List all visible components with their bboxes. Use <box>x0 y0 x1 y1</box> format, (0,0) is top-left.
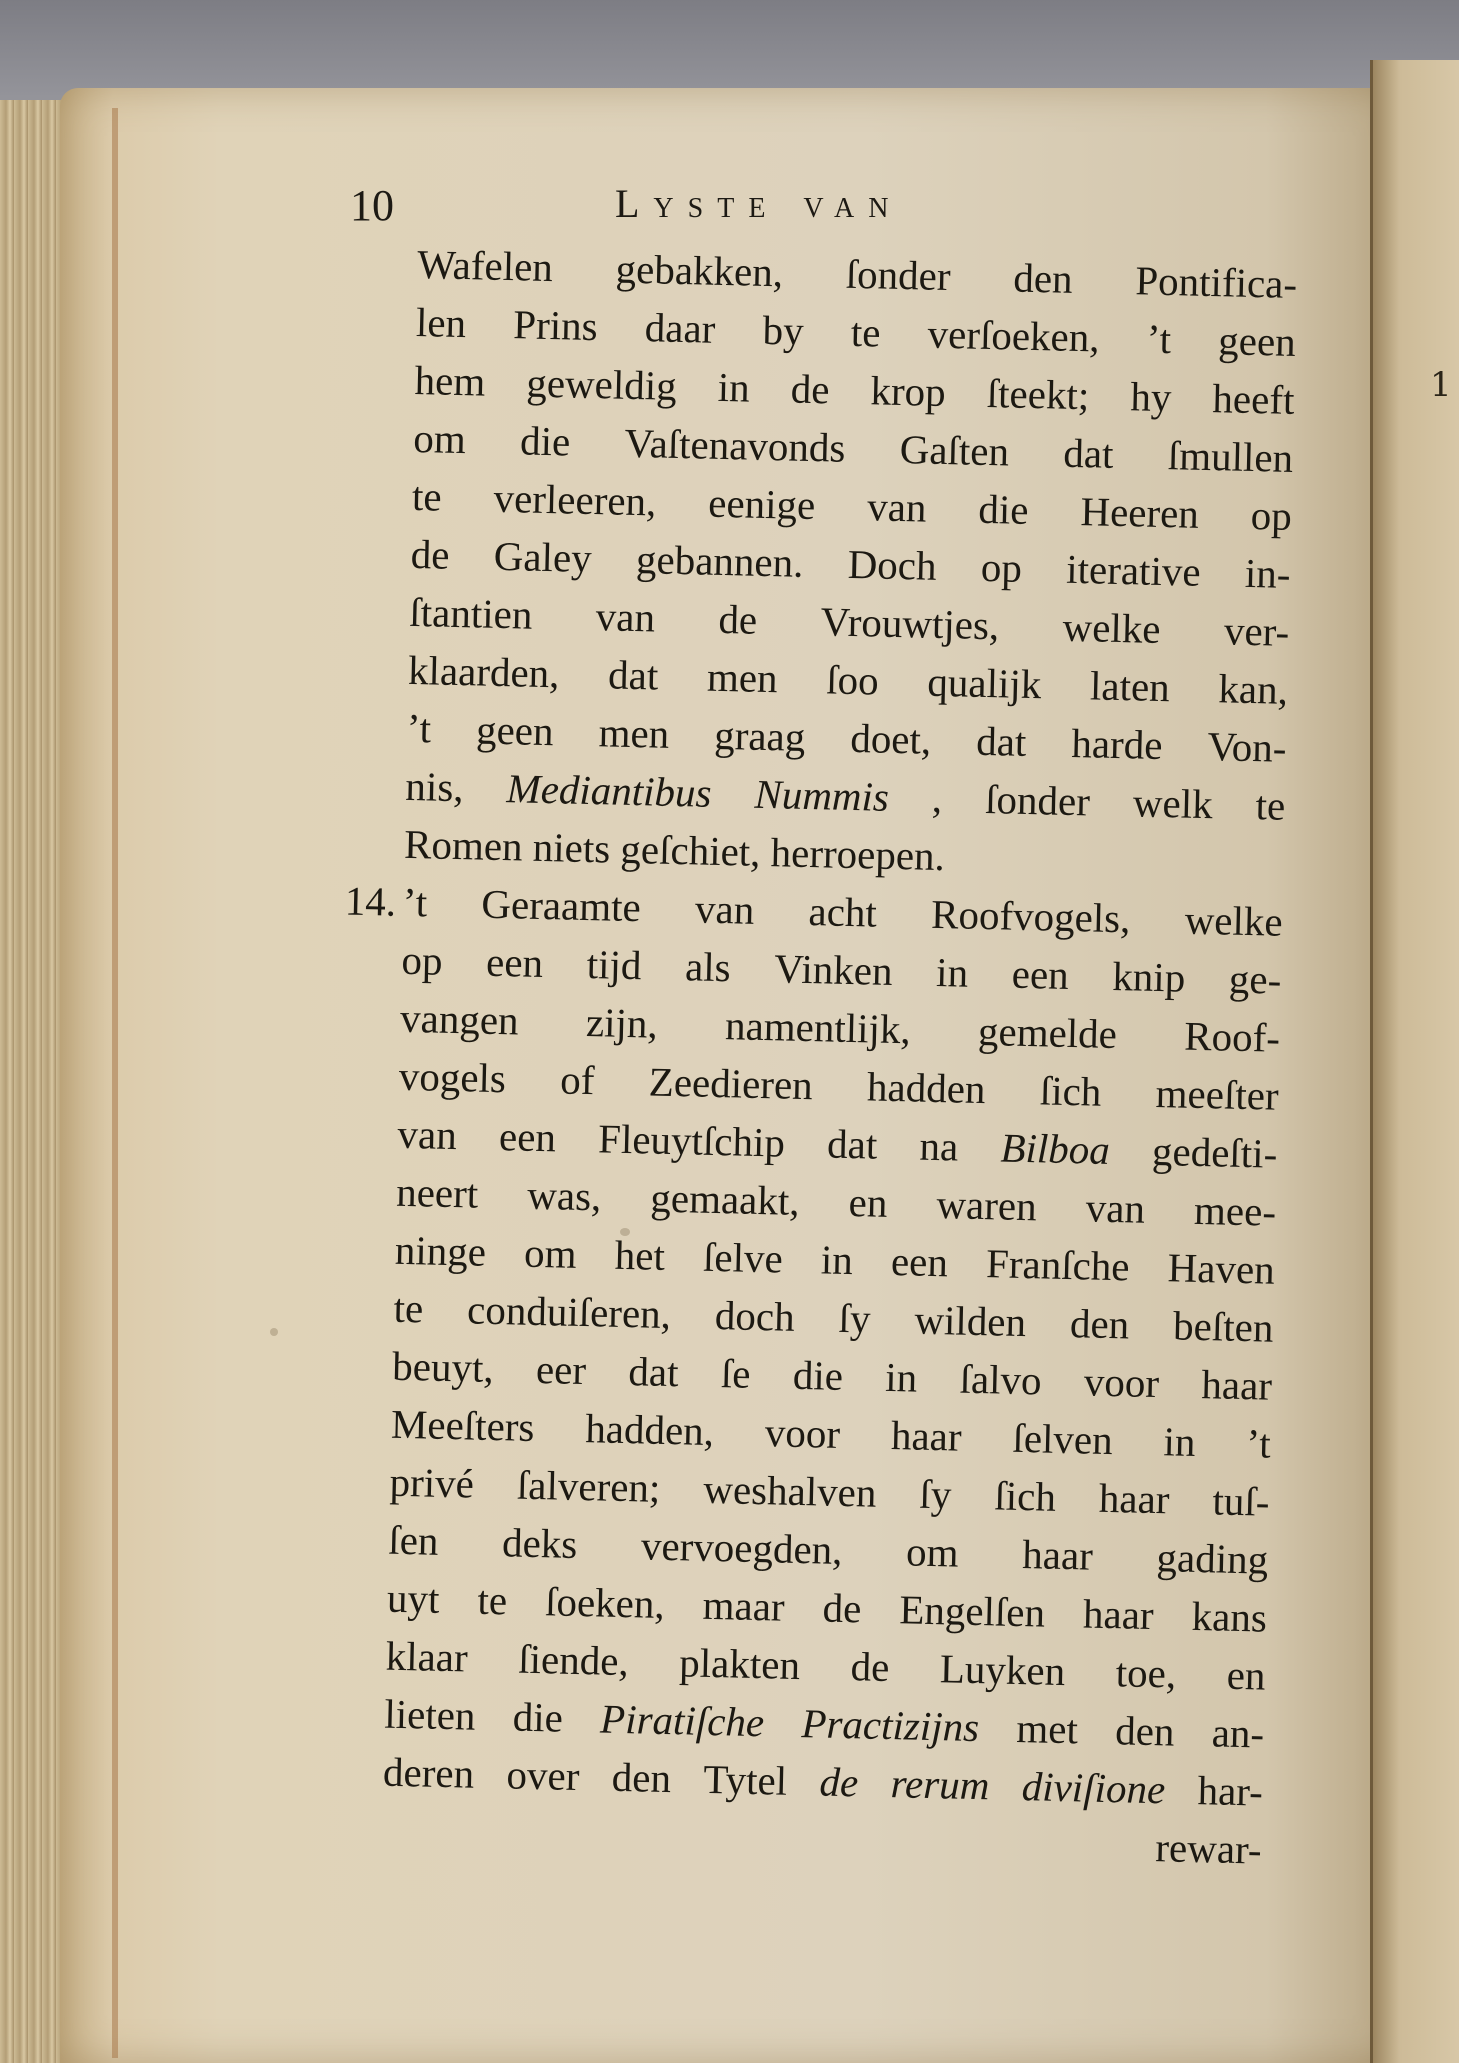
word: , <box>931 774 943 822</box>
text-span: Romen niets geſchiet, herroepen. <box>403 820 946 880</box>
italic-word: Nummis <box>754 770 890 820</box>
word: Zeedieren <box>648 1058 814 1109</box>
word: deren <box>382 1748 475 1797</box>
word: Vinken <box>773 945 894 994</box>
word: was, <box>526 1171 602 1220</box>
word: gebannen. <box>635 536 804 586</box>
gutter-stain <box>112 108 118 2058</box>
word: Von- <box>1207 723 1288 771</box>
word: dat <box>1062 429 1115 477</box>
word: doch <box>714 1292 796 1340</box>
word: eer <box>535 1345 587 1394</box>
word: ſelven <box>1011 1414 1114 1464</box>
word: na <box>919 1122 959 1170</box>
word: de <box>822 1584 862 1632</box>
word: ſonder <box>984 776 1091 825</box>
word: laten <box>1089 662 1171 711</box>
word: een <box>890 1238 949 1286</box>
word: van <box>1085 1184 1146 1232</box>
word: die <box>792 1351 844 1399</box>
word: den <box>1069 1300 1130 1348</box>
word: ſy <box>918 1470 952 1518</box>
word: Engelſen <box>898 1586 1046 1636</box>
word: Franſche <box>985 1240 1131 1290</box>
word: daar <box>644 304 716 352</box>
word: ’t <box>402 878 428 926</box>
word: hy <box>1129 373 1172 421</box>
word: Pontifica- <box>1134 257 1298 307</box>
word: ſmullen <box>1167 432 1294 481</box>
word: dat <box>975 717 1027 765</box>
word: iterative <box>1065 545 1202 595</box>
word: Tytel <box>702 1755 788 1804</box>
word: en <box>1226 1651 1266 1699</box>
word: weshalven <box>702 1465 877 1516</box>
word: te <box>476 1576 508 1624</box>
word: ’t <box>406 704 432 752</box>
word: ſen <box>387 1516 439 1564</box>
word: over <box>506 1751 580 1800</box>
word: Galey <box>493 532 593 582</box>
word: meeſter <box>1155 1069 1280 1119</box>
word: men <box>706 653 779 702</box>
word: ſalveren; <box>516 1461 661 1511</box>
word: haar <box>1200 1361 1273 1409</box>
word: een <box>498 1113 557 1161</box>
word: van <box>866 483 927 531</box>
word: heeft <box>1211 375 1295 423</box>
word: har- <box>1197 1767 1264 1815</box>
word: conduiſeren, <box>466 1286 672 1338</box>
word: de <box>410 530 450 578</box>
word: knip <box>1111 952 1186 1001</box>
word: Geraamte <box>480 880 642 931</box>
word: beſten <box>1172 1302 1274 1351</box>
italic-word: Bilboa <box>1000 1124 1111 1173</box>
word: geen <box>475 706 555 755</box>
word: tijd <box>586 941 642 989</box>
italic-word: Piratiſche <box>599 1695 765 1746</box>
word: in <box>935 948 969 996</box>
word: de <box>790 365 831 413</box>
word: hadden, <box>584 1405 715 1455</box>
word: in <box>820 1236 854 1284</box>
word: gemelde <box>977 1007 1118 1058</box>
word: kan, <box>1217 665 1289 713</box>
word: tuſ- <box>1212 1477 1271 1525</box>
word: men <box>598 709 670 757</box>
word: dat <box>607 651 659 699</box>
word: haar <box>890 1412 963 1460</box>
word: geweldig <box>525 359 678 409</box>
running-title: Lyste van <box>615 181 903 226</box>
word: Prins <box>512 301 599 350</box>
word: kans <box>1191 1592 1268 1641</box>
word: Gaſten <box>899 425 1010 475</box>
word: ſalvo <box>959 1355 1043 1404</box>
word: ſonder <box>845 250 952 300</box>
word: ſe <box>720 1350 752 1397</box>
text-span: rewar- <box>1154 1824 1263 1873</box>
word: klaarden, <box>407 646 561 697</box>
word: als <box>684 943 732 991</box>
word: gading <box>1156 1534 1269 1583</box>
word: te <box>393 1284 424 1332</box>
word: privé <box>389 1458 475 1507</box>
word: op <box>980 543 1023 591</box>
word: ſiende, <box>517 1635 630 1685</box>
word: de <box>850 1643 890 1691</box>
word: gebakken, <box>615 245 784 296</box>
word: an- <box>1211 1709 1265 1757</box>
word: maar <box>702 1581 786 1630</box>
word: de <box>717 595 758 643</box>
word: qualijk <box>926 658 1042 708</box>
word: van <box>694 885 755 933</box>
word: len <box>415 298 467 347</box>
word: welk <box>1132 779 1214 828</box>
word: Vrouwtjes, <box>820 598 1000 649</box>
word: in <box>1163 1418 1197 1465</box>
word: ſy <box>838 1294 872 1342</box>
word: te <box>1255 782 1286 829</box>
word: krop <box>870 367 947 416</box>
word: te <box>850 308 881 356</box>
word: Roofvogels, <box>930 890 1131 942</box>
word: by <box>762 306 805 354</box>
word: ver- <box>1223 607 1290 655</box>
word: Roof- <box>1183 1012 1281 1061</box>
word: of <box>559 1056 596 1104</box>
word: Vaſtenavonds <box>624 419 846 471</box>
word: haar <box>1098 1474 1171 1523</box>
word: van <box>595 593 656 641</box>
word: ſteekt; <box>986 369 1090 419</box>
word: hadden <box>866 1063 987 1113</box>
word: beuyt, <box>391 1342 495 1392</box>
word: op <box>401 936 444 984</box>
word: uyt <box>386 1574 440 1622</box>
word: Wafelen <box>416 240 554 291</box>
entry-number: 14. <box>344 877 397 925</box>
word: van <box>397 1110 458 1159</box>
word: om <box>523 1229 578 1277</box>
word: ſoeken, <box>544 1578 666 1627</box>
italic-word: de <box>819 1758 859 1806</box>
word: in- <box>1244 549 1292 597</box>
word: ge- <box>1228 955 1282 1003</box>
word: dat <box>826 1120 878 1168</box>
word: ſich <box>993 1472 1057 1520</box>
italic-word: diviſione <box>1021 1763 1166 1813</box>
word: die <box>512 1693 564 1741</box>
word: die <box>519 417 571 465</box>
word: lieten <box>383 1690 477 1739</box>
word: acht <box>808 888 878 936</box>
word: een <box>1011 950 1070 998</box>
word: harde <box>1070 719 1163 769</box>
word: ’t <box>1146 315 1172 363</box>
word: vangen <box>399 994 520 1044</box>
word: met <box>1015 1704 1079 1753</box>
word: ſoo <box>825 656 880 704</box>
word: waren <box>936 1181 1038 1230</box>
word: den <box>611 1753 672 1802</box>
word: gedeſti- <box>1151 1127 1278 1177</box>
word: Fleuytſchip <box>597 1115 786 1166</box>
word: toe, <box>1115 1649 1177 1697</box>
word: te <box>411 472 443 520</box>
word: gemaakt, <box>649 1174 801 1224</box>
word: zijn, <box>585 999 659 1047</box>
word: welke <box>1184 896 1284 945</box>
word: graag <box>713 711 806 760</box>
word: plakten <box>678 1639 801 1689</box>
word: vogels <box>398 1052 507 1102</box>
word: haar <box>1021 1531 1094 1579</box>
page-number: 10 <box>350 181 394 230</box>
word: dat <box>627 1348 680 1396</box>
facing-page-mark: 1 <box>1430 365 1452 405</box>
word: namentlijk, <box>724 1002 912 1053</box>
word: het <box>614 1231 666 1279</box>
word: om <box>905 1528 960 1576</box>
word: in <box>717 363 751 411</box>
word: Luyken <box>939 1645 1066 1695</box>
word: den <box>1114 1707 1175 1755</box>
running-head <box>350 180 1100 240</box>
word: voor <box>764 1409 841 1457</box>
word: ſich <box>1039 1067 1102 1115</box>
word: voor <box>1083 1358 1160 1407</box>
word: Haven <box>1167 1244 1276 1293</box>
word: en <box>848 1179 888 1226</box>
word: doet, <box>849 714 932 763</box>
word: klaar <box>385 1632 469 1681</box>
word: vervoegden, <box>640 1522 844 1573</box>
word: om <box>412 414 467 463</box>
word: op <box>1250 491 1293 539</box>
ink-speck <box>270 1328 278 1336</box>
word: welke <box>1062 603 1162 652</box>
word: mee- <box>1193 1186 1277 1235</box>
body-text <box>344 235 1298 1879</box>
word: in <box>884 1353 918 1401</box>
word: Doch <box>847 540 938 589</box>
word: nis, <box>404 762 465 811</box>
word: Heeren <box>1080 488 1200 537</box>
word: haar <box>1082 1590 1155 1639</box>
word: eenige <box>707 479 816 529</box>
word: neert <box>395 1168 479 1217</box>
word: verſoeken, <box>927 310 1101 361</box>
word: Meeſters <box>390 1400 535 1450</box>
word: wilden <box>913 1296 1027 1346</box>
italic-word: Practizijns <box>800 1700 980 1751</box>
word: den <box>1012 254 1074 302</box>
word: geen <box>1217 317 1297 365</box>
word: ninge <box>394 1226 487 1275</box>
word: verleeren, <box>493 474 657 525</box>
word: ſtantien <box>408 588 533 638</box>
word: een <box>485 938 544 987</box>
word: ’t <box>1245 1420 1272 1467</box>
word: ſelve <box>702 1233 784 1282</box>
word: die <box>977 485 1030 533</box>
facing-page-edge <box>1370 60 1459 2063</box>
word: deks <box>501 1519 578 1567</box>
italic-word: rerum <box>890 1760 990 1809</box>
italic-word: Mediantibus <box>506 765 713 816</box>
word: hem <box>414 356 486 405</box>
